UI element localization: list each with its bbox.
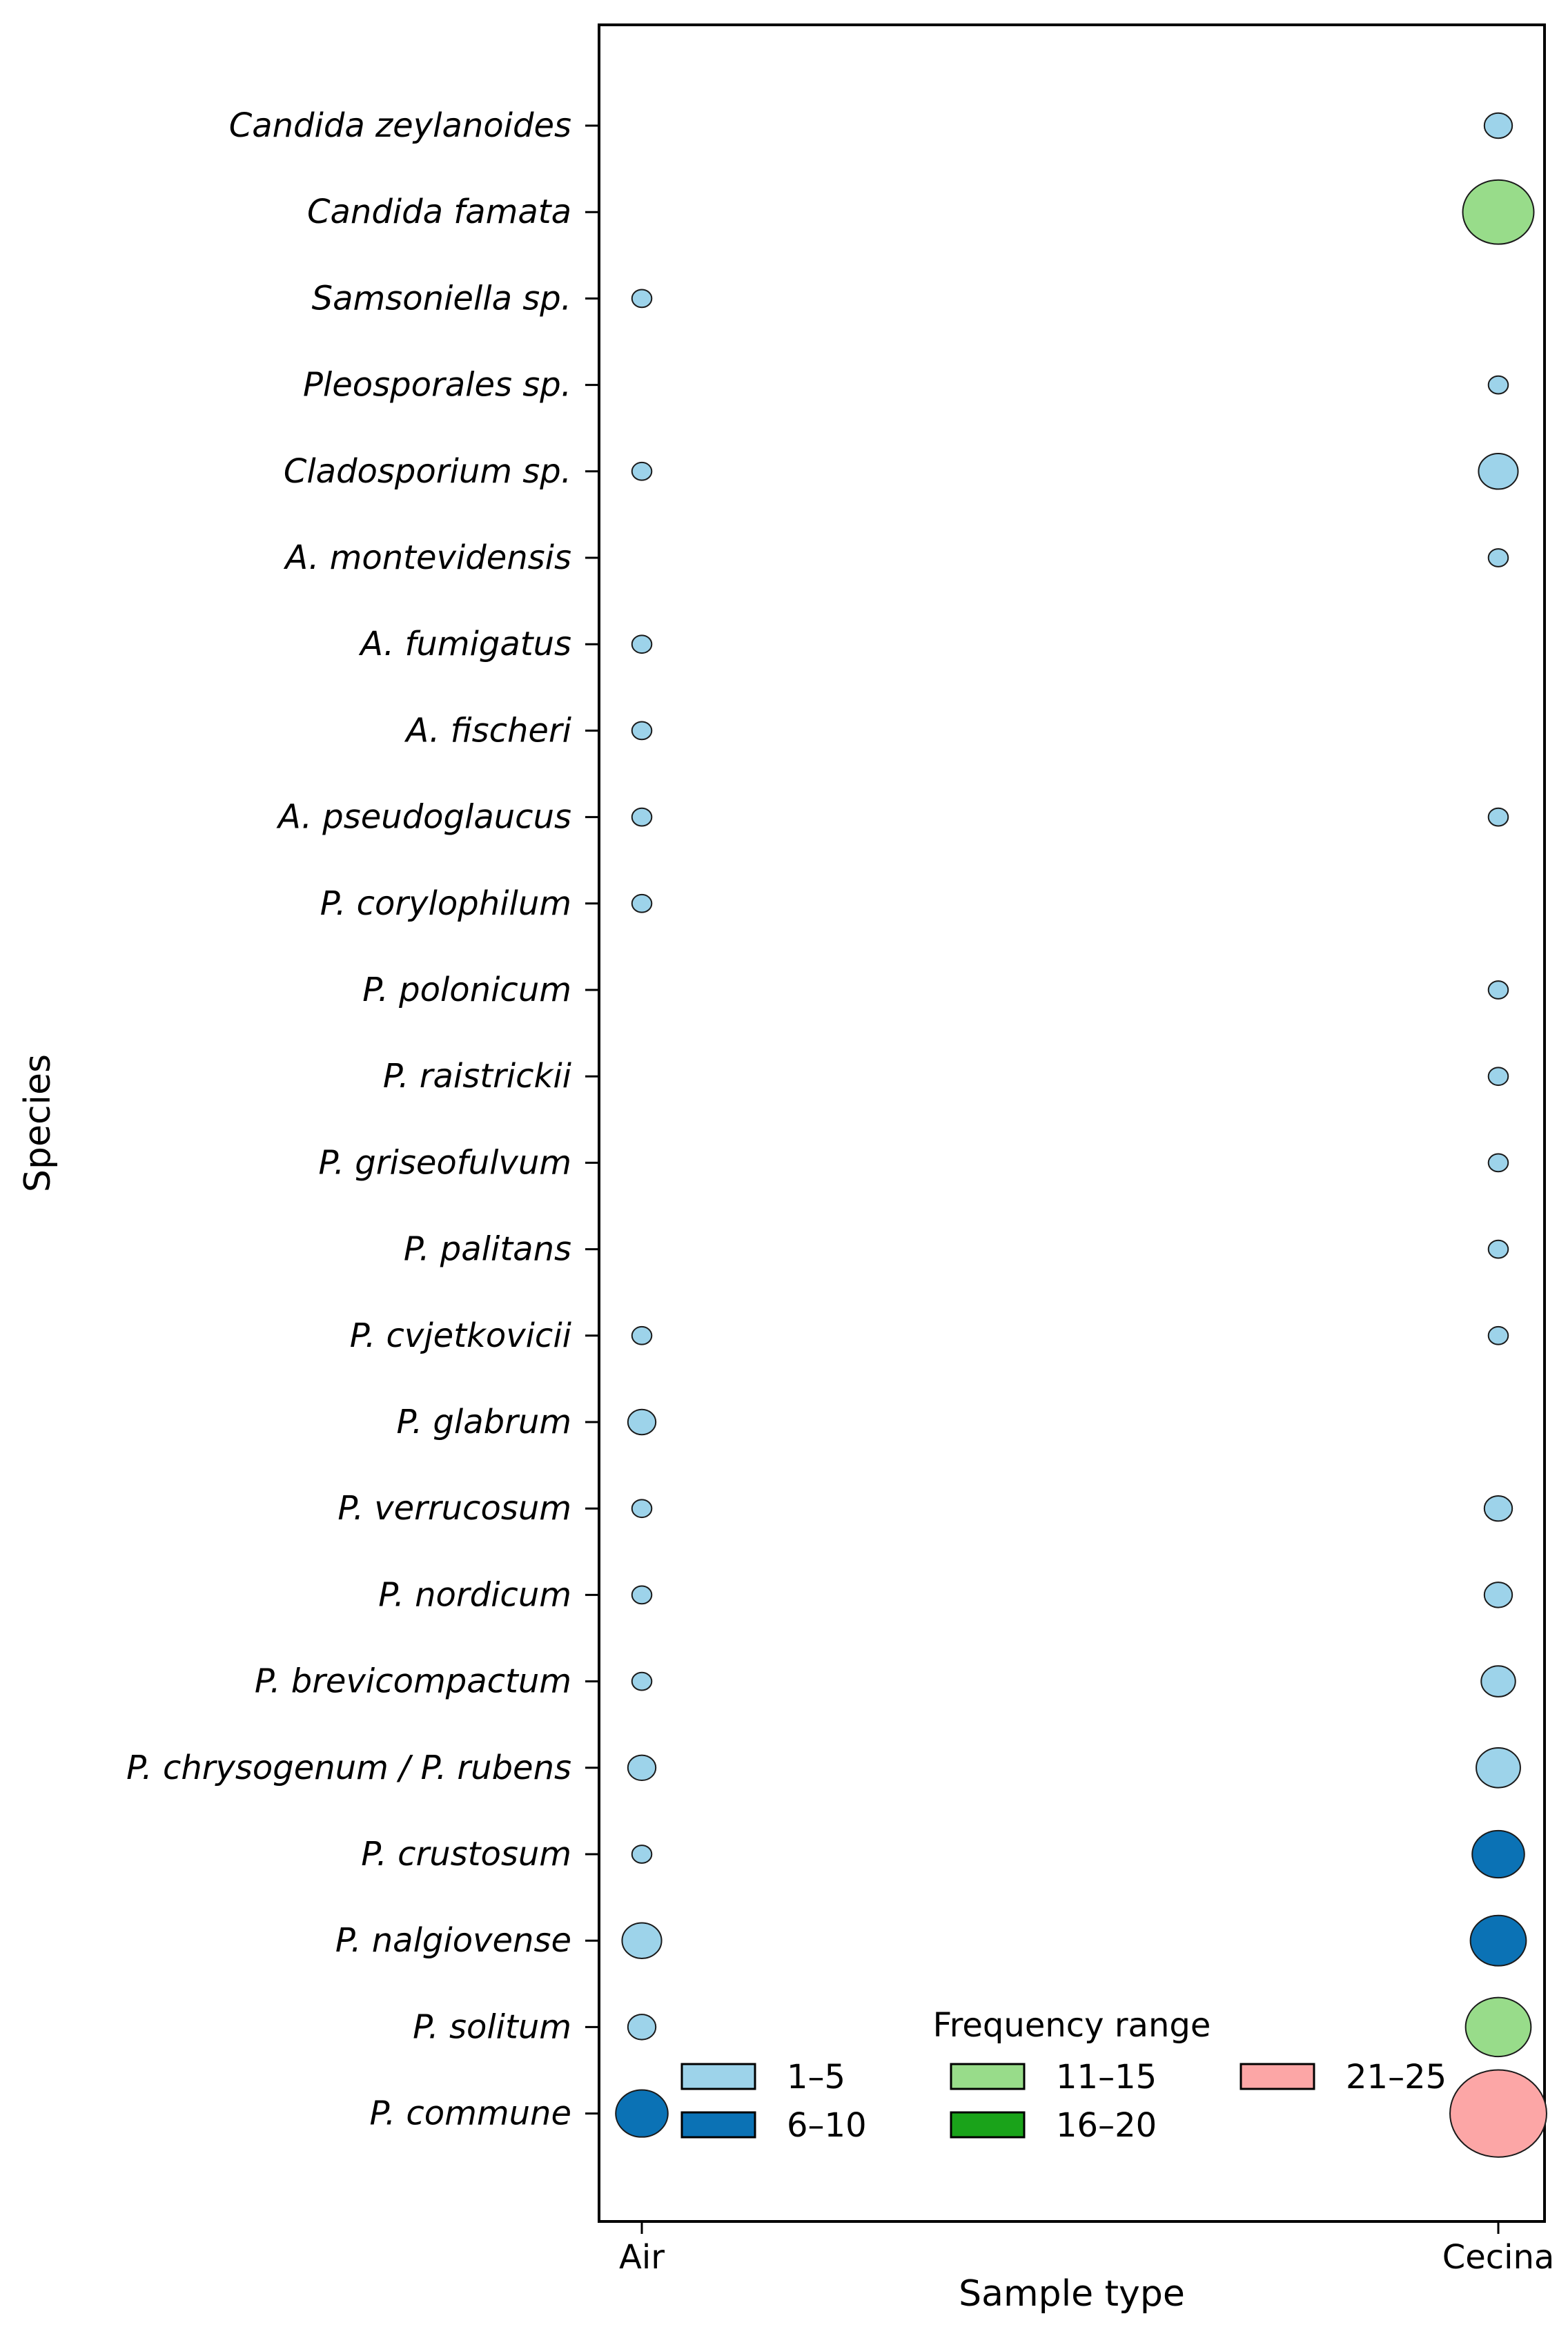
bubble-candida-zeylanoides-cecina — [1484, 113, 1512, 138]
y-tick-label-p-commune: P. commune — [369, 2094, 571, 2133]
y-tick-label-a-fumigatus: A. fumigatus — [360, 625, 571, 664]
bubble-p-nalgiovense-cecina — [1471, 1916, 1527, 1966]
legend — [682, 2006, 1447, 2145]
legend-label-11-15: 11–15 — [1056, 2058, 1157, 2097]
y-tick-label-p-polonicum: P. polonicum — [362, 971, 571, 1009]
legend-label-1-5: 1–5 — [787, 2058, 846, 2097]
bubble-p-brevicompactum-cecina — [1481, 1666, 1515, 1697]
bubble-p-commune-air — [616, 2090, 668, 2137]
bubble-p-verrucosum-cecina — [1484, 1496, 1512, 1521]
y-axis-ticks — [126, 106, 599, 2133]
bubble-points — [616, 113, 1547, 2157]
y-tick-label-a-montevidensis: A. montevidensis — [285, 538, 571, 577]
plot-frame — [599, 25, 1545, 2221]
legend-swatch-11-15 — [951, 2064, 1024, 2089]
bubble-p-solitum-air — [628, 2014, 656, 2039]
y-tick-label-p-glabrum: P. glabrum — [396, 1403, 571, 1441]
bubble-p-solitum-cecina — [1466, 1998, 1531, 2056]
y-tick-label-p-nalgiovense: P. nalgiovense — [335, 1921, 571, 1961]
bubble-p-polonicum-cecina — [1489, 981, 1509, 999]
y-tick-label-p-verrucosum: P. verrucosum — [337, 1489, 571, 1528]
bubble-p-commune-cecina — [1450, 2070, 1547, 2157]
legend-title: Frequency range — [932, 2006, 1211, 2045]
bubble-p-chrysogenum-p-rubens-cecina — [1476, 1748, 1520, 1788]
bubble-p-cvjetkovicii-air — [632, 1327, 652, 1345]
legend-swatch-16-20 — [951, 2112, 1024, 2137]
bubble-a-pseudoglaucus-cecina — [1489, 808, 1509, 826]
y-tick-label-p-raistrickii: P. raistrickii — [382, 1057, 571, 1096]
x-axis-ticks — [619, 2221, 1554, 2277]
y-tick-label-p-crustosum: P. crustosum — [361, 1835, 571, 1874]
x-axis-title: Sample type — [959, 2273, 1185, 2315]
bubble-p-griseofulvum-cecina — [1489, 1154, 1509, 1172]
bubble-p-crustosum-cecina — [1472, 1831, 1525, 1878]
y-tick-label-candida-zeylanoides: Candida zeylanoides — [228, 106, 571, 145]
y-tick-label-a-fischeri: A. fischeri — [406, 711, 571, 750]
y-tick-label-pleosporales-sp: Pleosporales sp. — [302, 365, 571, 405]
legend-swatch-6-10 — [682, 2112, 755, 2137]
bubble-a-fischeri-air — [632, 722, 652, 740]
bubble-a-pseudoglaucus-air — [632, 808, 652, 826]
bubble-p-verrucosum-air — [632, 1499, 652, 1517]
legend-swatch-21-25 — [1241, 2064, 1314, 2089]
bubble-a-montevidensis-cecina — [1489, 549, 1509, 567]
y-tick-label-p-brevicompactum: P. brevicompactum — [254, 1662, 571, 1701]
bubble-p-raistrickii-cecina — [1489, 1067, 1509, 1085]
bubble-p-nalgiovense-air — [622, 1923, 661, 1958]
x-tick-label-air: Air — [619, 2238, 665, 2277]
legend-label-16-20: 16–20 — [1056, 2106, 1157, 2145]
y-tick-label-p-chrysogenum-p-rubens: P. chrysogenum / P. rubens — [126, 1748, 571, 1787]
y-tick-label-a-pseudoglaucus: A. pseudoglaucus — [278, 797, 571, 837]
bubble-p-nordicum-air — [632, 1586, 652, 1604]
y-tick-label-samsoniella-sp: Samsoniella sp. — [311, 279, 571, 318]
y-tick-label-p-griseofulvum: P. griseofulvum — [318, 1143, 571, 1183]
legend-label-6-10: 6–10 — [787, 2106, 867, 2145]
bubble-p-corylophilum-air — [632, 895, 652, 913]
bubble-cladosporium-sp-air — [632, 463, 652, 480]
bubble-p-chrysogenum-p-rubens-air — [628, 1755, 656, 1780]
bubble-p-cvjetkovicii-cecina — [1489, 1327, 1509, 1345]
y-tick-label-p-nordicum: P. nordicum — [378, 1575, 571, 1615]
y-tick-label-cladosporium-sp: Cladosporium sp. — [283, 451, 571, 491]
bubble-cladosporium-sp-cecina — [1478, 454, 1518, 489]
legend-label-21-25: 21–25 — [1346, 2058, 1447, 2097]
bubble-p-crustosum-air — [632, 1845, 652, 1863]
y-tick-label-candida-famata: Candida famata — [306, 193, 571, 232]
bubble-a-fumigatus-air — [632, 635, 652, 653]
bubble-p-palitans-cecina — [1489, 1241, 1509, 1258]
y-tick-label-p-solitum: P. solitum — [413, 2007, 571, 2047]
legend-swatch-1-5 — [682, 2064, 755, 2089]
bubble-pleosporales-sp-cecina — [1489, 376, 1509, 394]
y-tick-label-p-palitans: P. palitans — [403, 1229, 571, 1269]
y-tick-label-p-corylophilum: P. corylophilum — [320, 884, 571, 923]
bubble-candida-famata-cecina — [1463, 180, 1534, 244]
x-tick-label-cecina: Cecina — [1442, 2238, 1555, 2277]
y-axis-title: Species — [17, 1053, 59, 1193]
bubble-p-nordicum-cecina — [1484, 1582, 1512, 1607]
bubble-samsoniella-sp-air — [632, 290, 652, 308]
bubble-p-glabrum-air — [628, 1410, 656, 1434]
bubble-p-brevicompactum-air — [632, 1673, 652, 1691]
y-tick-label-p-cvjetkovicii: P. cvjetkovicii — [349, 1316, 571, 1355]
